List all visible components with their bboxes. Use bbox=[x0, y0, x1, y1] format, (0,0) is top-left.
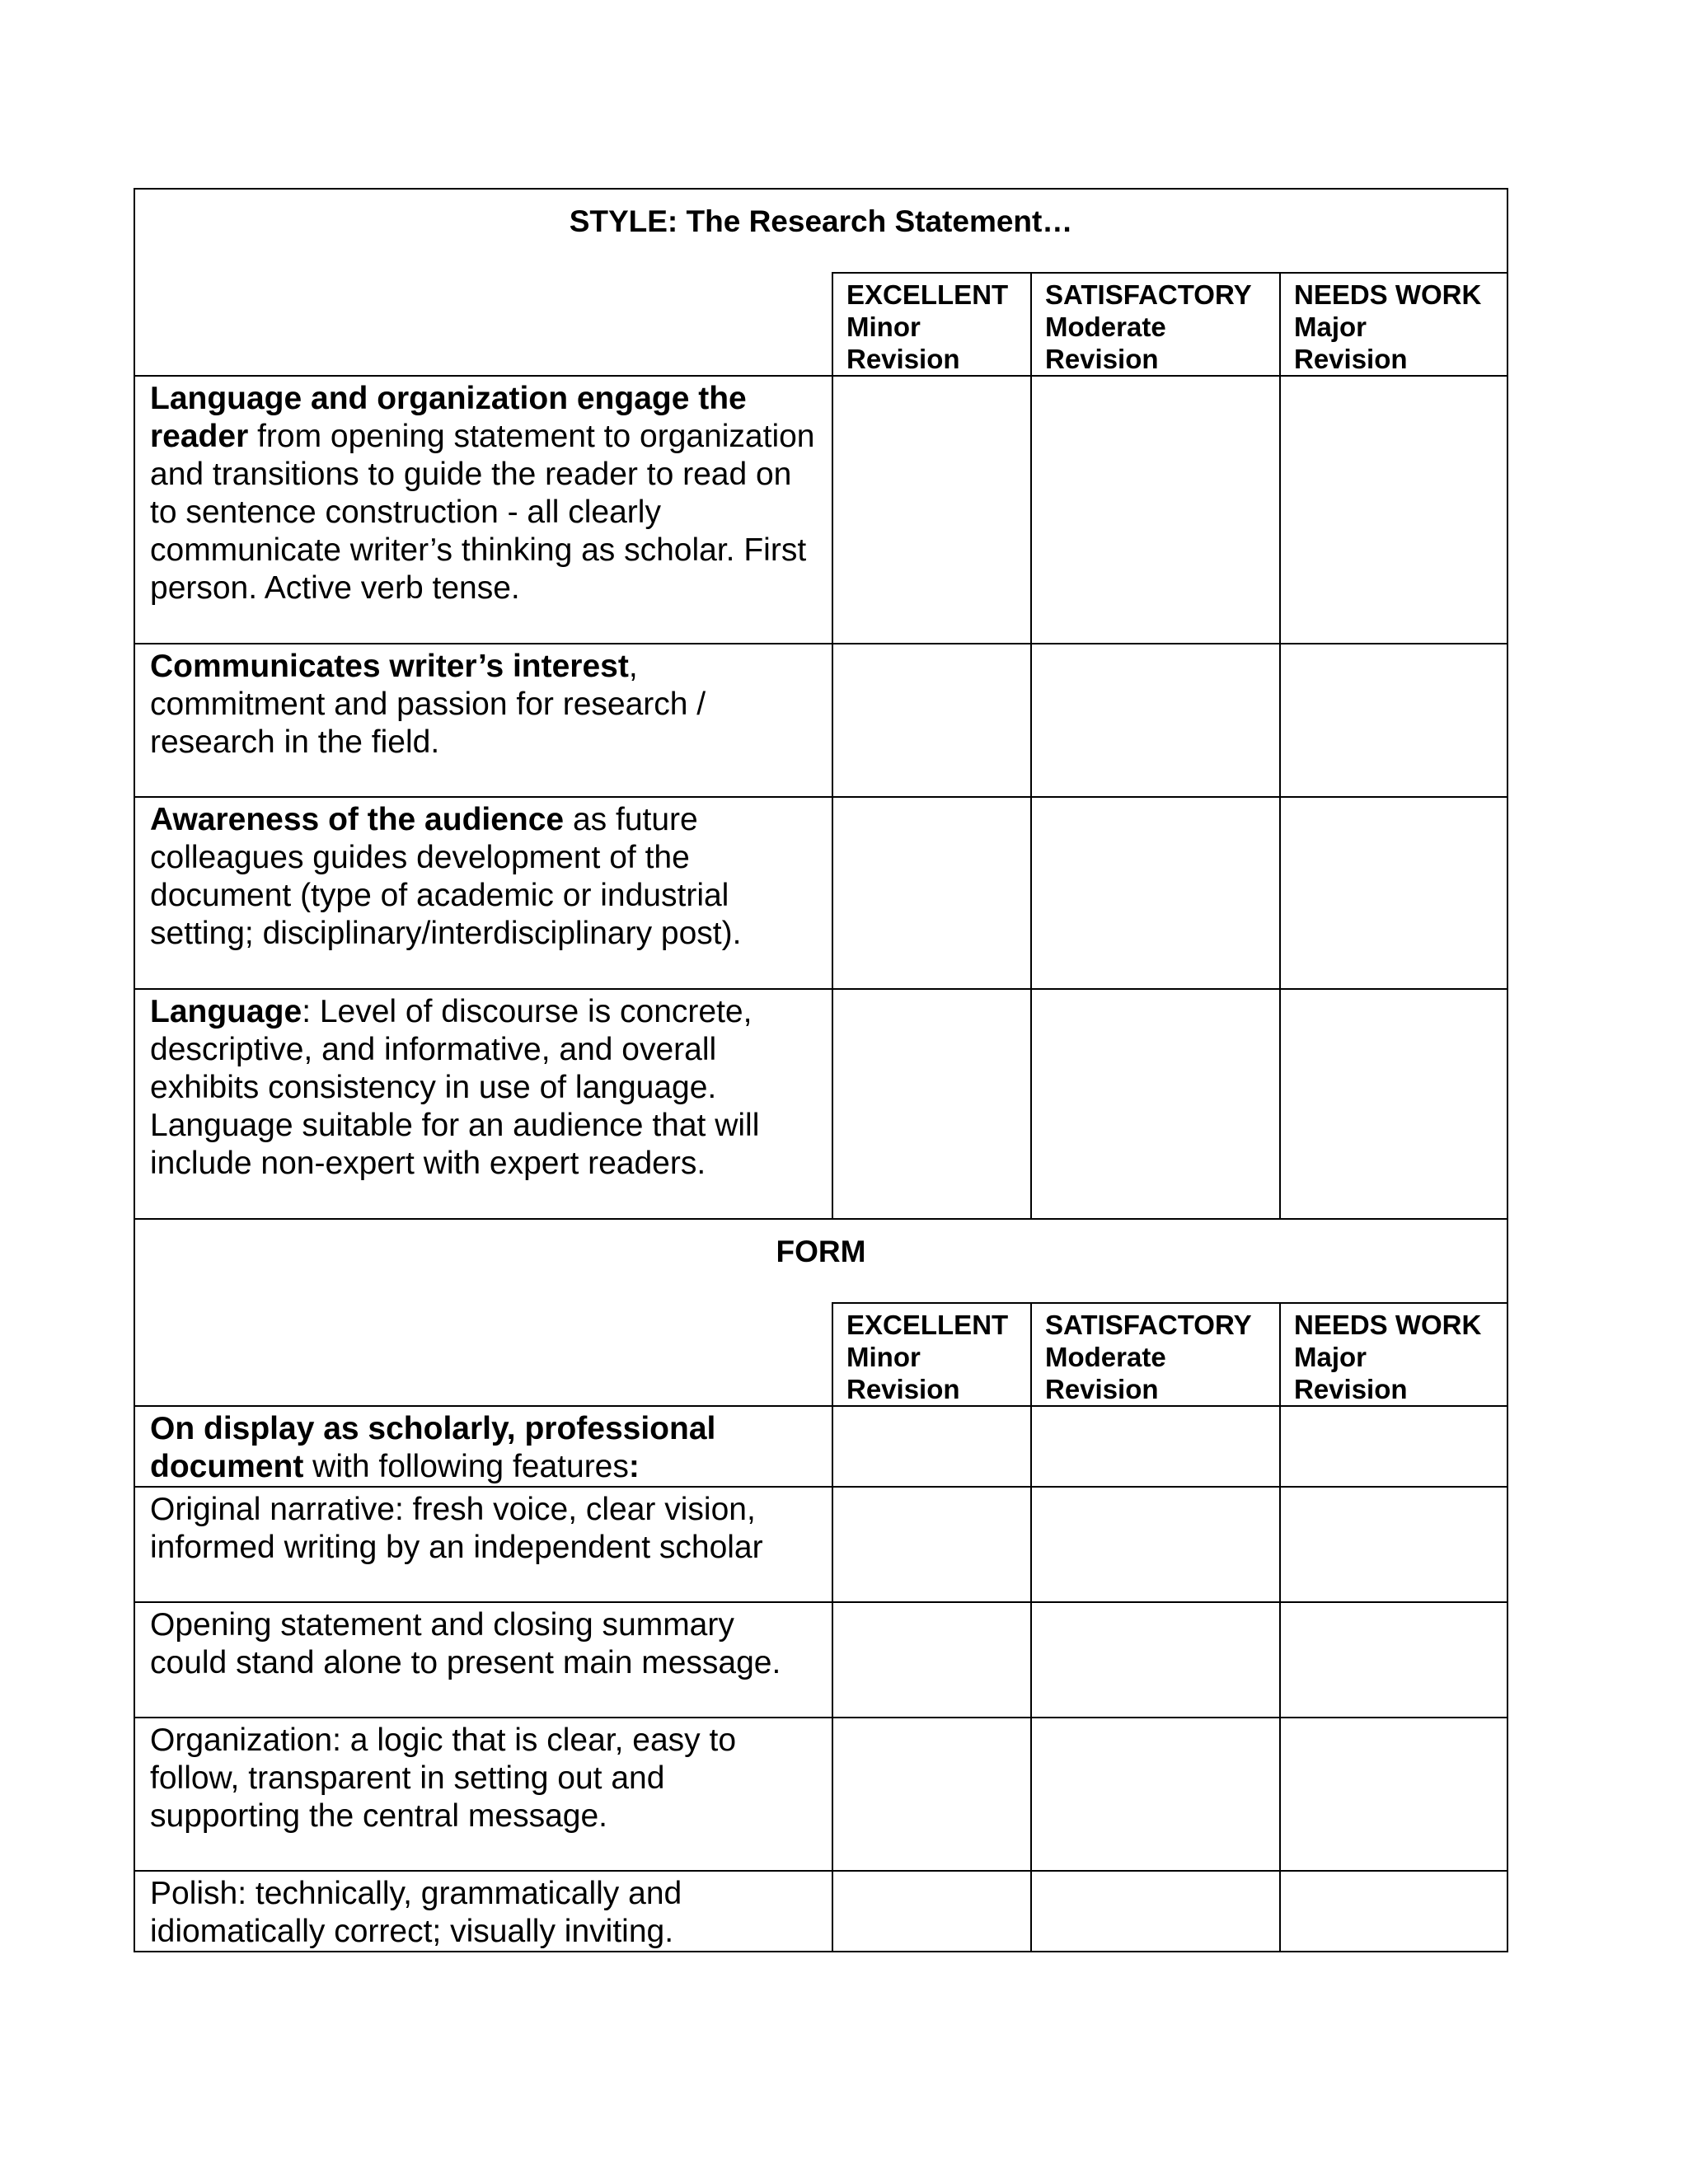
form-title-row bbox=[134, 1219, 1507, 1303]
rating-cell-needs-work[interactable] bbox=[1280, 989, 1507, 1219]
rating-cell-needs-work[interactable] bbox=[1280, 1406, 1507, 1487]
rating-cell-excellent[interactable] bbox=[832, 1871, 1031, 1952]
rating-cell-satisfactory[interactable] bbox=[1031, 1406, 1280, 1487]
criterion-cell: Language and organization engage the reader from opening statement to organization and transitions to guide the reader to read on to sentence construction - all clearly communicate writer’s thinking as scholar. First person. Active verb tense. bbox=[134, 376, 832, 644]
form-header-row bbox=[134, 1303, 1507, 1406]
form-intro-cell: On display as scholarly, professional document with following features: bbox=[134, 1406, 832, 1487]
rating-cell-excellent[interactable] bbox=[832, 797, 1031, 989]
rating-cell-excellent[interactable] bbox=[832, 1602, 1031, 1718]
rating-cell-satisfactory[interactable] bbox=[1031, 376, 1280, 644]
rating-cell-needs-work[interactable] bbox=[1280, 644, 1507, 797]
header-satisfactory: SATISFACTORY Moderate Revision bbox=[1031, 273, 1280, 376]
form-criterion-row bbox=[134, 1602, 1507, 1718]
rating-cell-satisfactory[interactable] bbox=[1031, 1487, 1280, 1602]
rating-cell-satisfactory[interactable] bbox=[1031, 797, 1280, 989]
header-excellent: EXCELLENT Minor Revision bbox=[832, 273, 1031, 376]
form-intro-row bbox=[134, 1406, 1507, 1487]
form-criterion-row bbox=[134, 1718, 1507, 1871]
style-section-title: STYLE: The Research Statement… bbox=[134, 189, 1507, 273]
header-blank-cell bbox=[134, 273, 832, 376]
header-needs-work: NEEDS WORK Major Revision bbox=[1280, 273, 1507, 376]
rating-cell-excellent[interactable] bbox=[832, 1718, 1031, 1871]
rating-cell-satisfactory[interactable] bbox=[1031, 644, 1280, 797]
criterion-cell: Communicates writer’s interest, commitment and passion for research / research in the field. bbox=[134, 644, 832, 797]
rating-cell-excellent[interactable] bbox=[832, 1406, 1031, 1487]
rating-cell-satisfactory[interactable] bbox=[1031, 1871, 1280, 1952]
rating-cell-satisfactory[interactable] bbox=[1031, 989, 1280, 1219]
form-criterion-row bbox=[134, 1487, 1507, 1602]
style-criterion-row bbox=[134, 376, 1507, 644]
rating-cell-needs-work[interactable] bbox=[1280, 376, 1507, 644]
style-title-row bbox=[134, 189, 1507, 273]
rating-cell-excellent[interactable] bbox=[832, 376, 1031, 644]
rating-cell-excellent[interactable] bbox=[832, 644, 1031, 797]
form-criterion-row bbox=[134, 1871, 1507, 1952]
header-excellent: EXCELLENT Minor Revision bbox=[832, 1303, 1031, 1406]
rubric-table bbox=[134, 188, 1508, 1952]
rating-cell-needs-work[interactable] bbox=[1280, 1602, 1507, 1718]
rating-cell-needs-work[interactable] bbox=[1280, 1871, 1507, 1952]
header-needs-work: NEEDS WORK Major Revision bbox=[1280, 1303, 1507, 1406]
style-criterion-row bbox=[134, 797, 1507, 989]
rating-cell-excellent[interactable] bbox=[832, 989, 1031, 1219]
style-criterion-row bbox=[134, 644, 1507, 797]
criterion-cell: Polish: technically, grammatically and idiomatically correct; visually inviting. bbox=[134, 1871, 832, 1952]
criterion-cell: Language: Level of discourse is concrete, descriptive, and informative, and overall exhibits consistency in use of language. Language suitable for an audience that will include non-expert with expert readers. bbox=[134, 989, 832, 1219]
rating-cell-excellent[interactable] bbox=[832, 1487, 1031, 1602]
header-blank-cell bbox=[134, 1303, 832, 1406]
style-header-row bbox=[134, 273, 1507, 376]
criterion-cell: Original narrative: fresh voice, clear vision, informed writing by an independent scholar bbox=[134, 1487, 832, 1602]
style-criterion-row bbox=[134, 989, 1507, 1219]
criterion-cell: Opening statement and closing summary could stand alone to present main message. bbox=[134, 1602, 832, 1718]
rating-cell-satisfactory[interactable] bbox=[1031, 1718, 1280, 1871]
header-satisfactory: SATISFACTORY Moderate Revision bbox=[1031, 1303, 1280, 1406]
rating-cell-needs-work[interactable] bbox=[1280, 1487, 1507, 1602]
form-section-title: FORM bbox=[134, 1219, 1507, 1303]
criterion-cell: Organization: a logic that is clear, easy to follow, transparent in setting out and supporting the central message. bbox=[134, 1718, 832, 1871]
criterion-cell: Awareness of the audience as future colleagues guides development of the document (type of academic or industrial setting; disciplinary/interdisciplinary post). bbox=[134, 797, 832, 989]
rating-cell-needs-work[interactable] bbox=[1280, 1718, 1507, 1871]
rating-cell-satisfactory[interactable] bbox=[1031, 1602, 1280, 1718]
rating-cell-needs-work[interactable] bbox=[1280, 797, 1507, 989]
